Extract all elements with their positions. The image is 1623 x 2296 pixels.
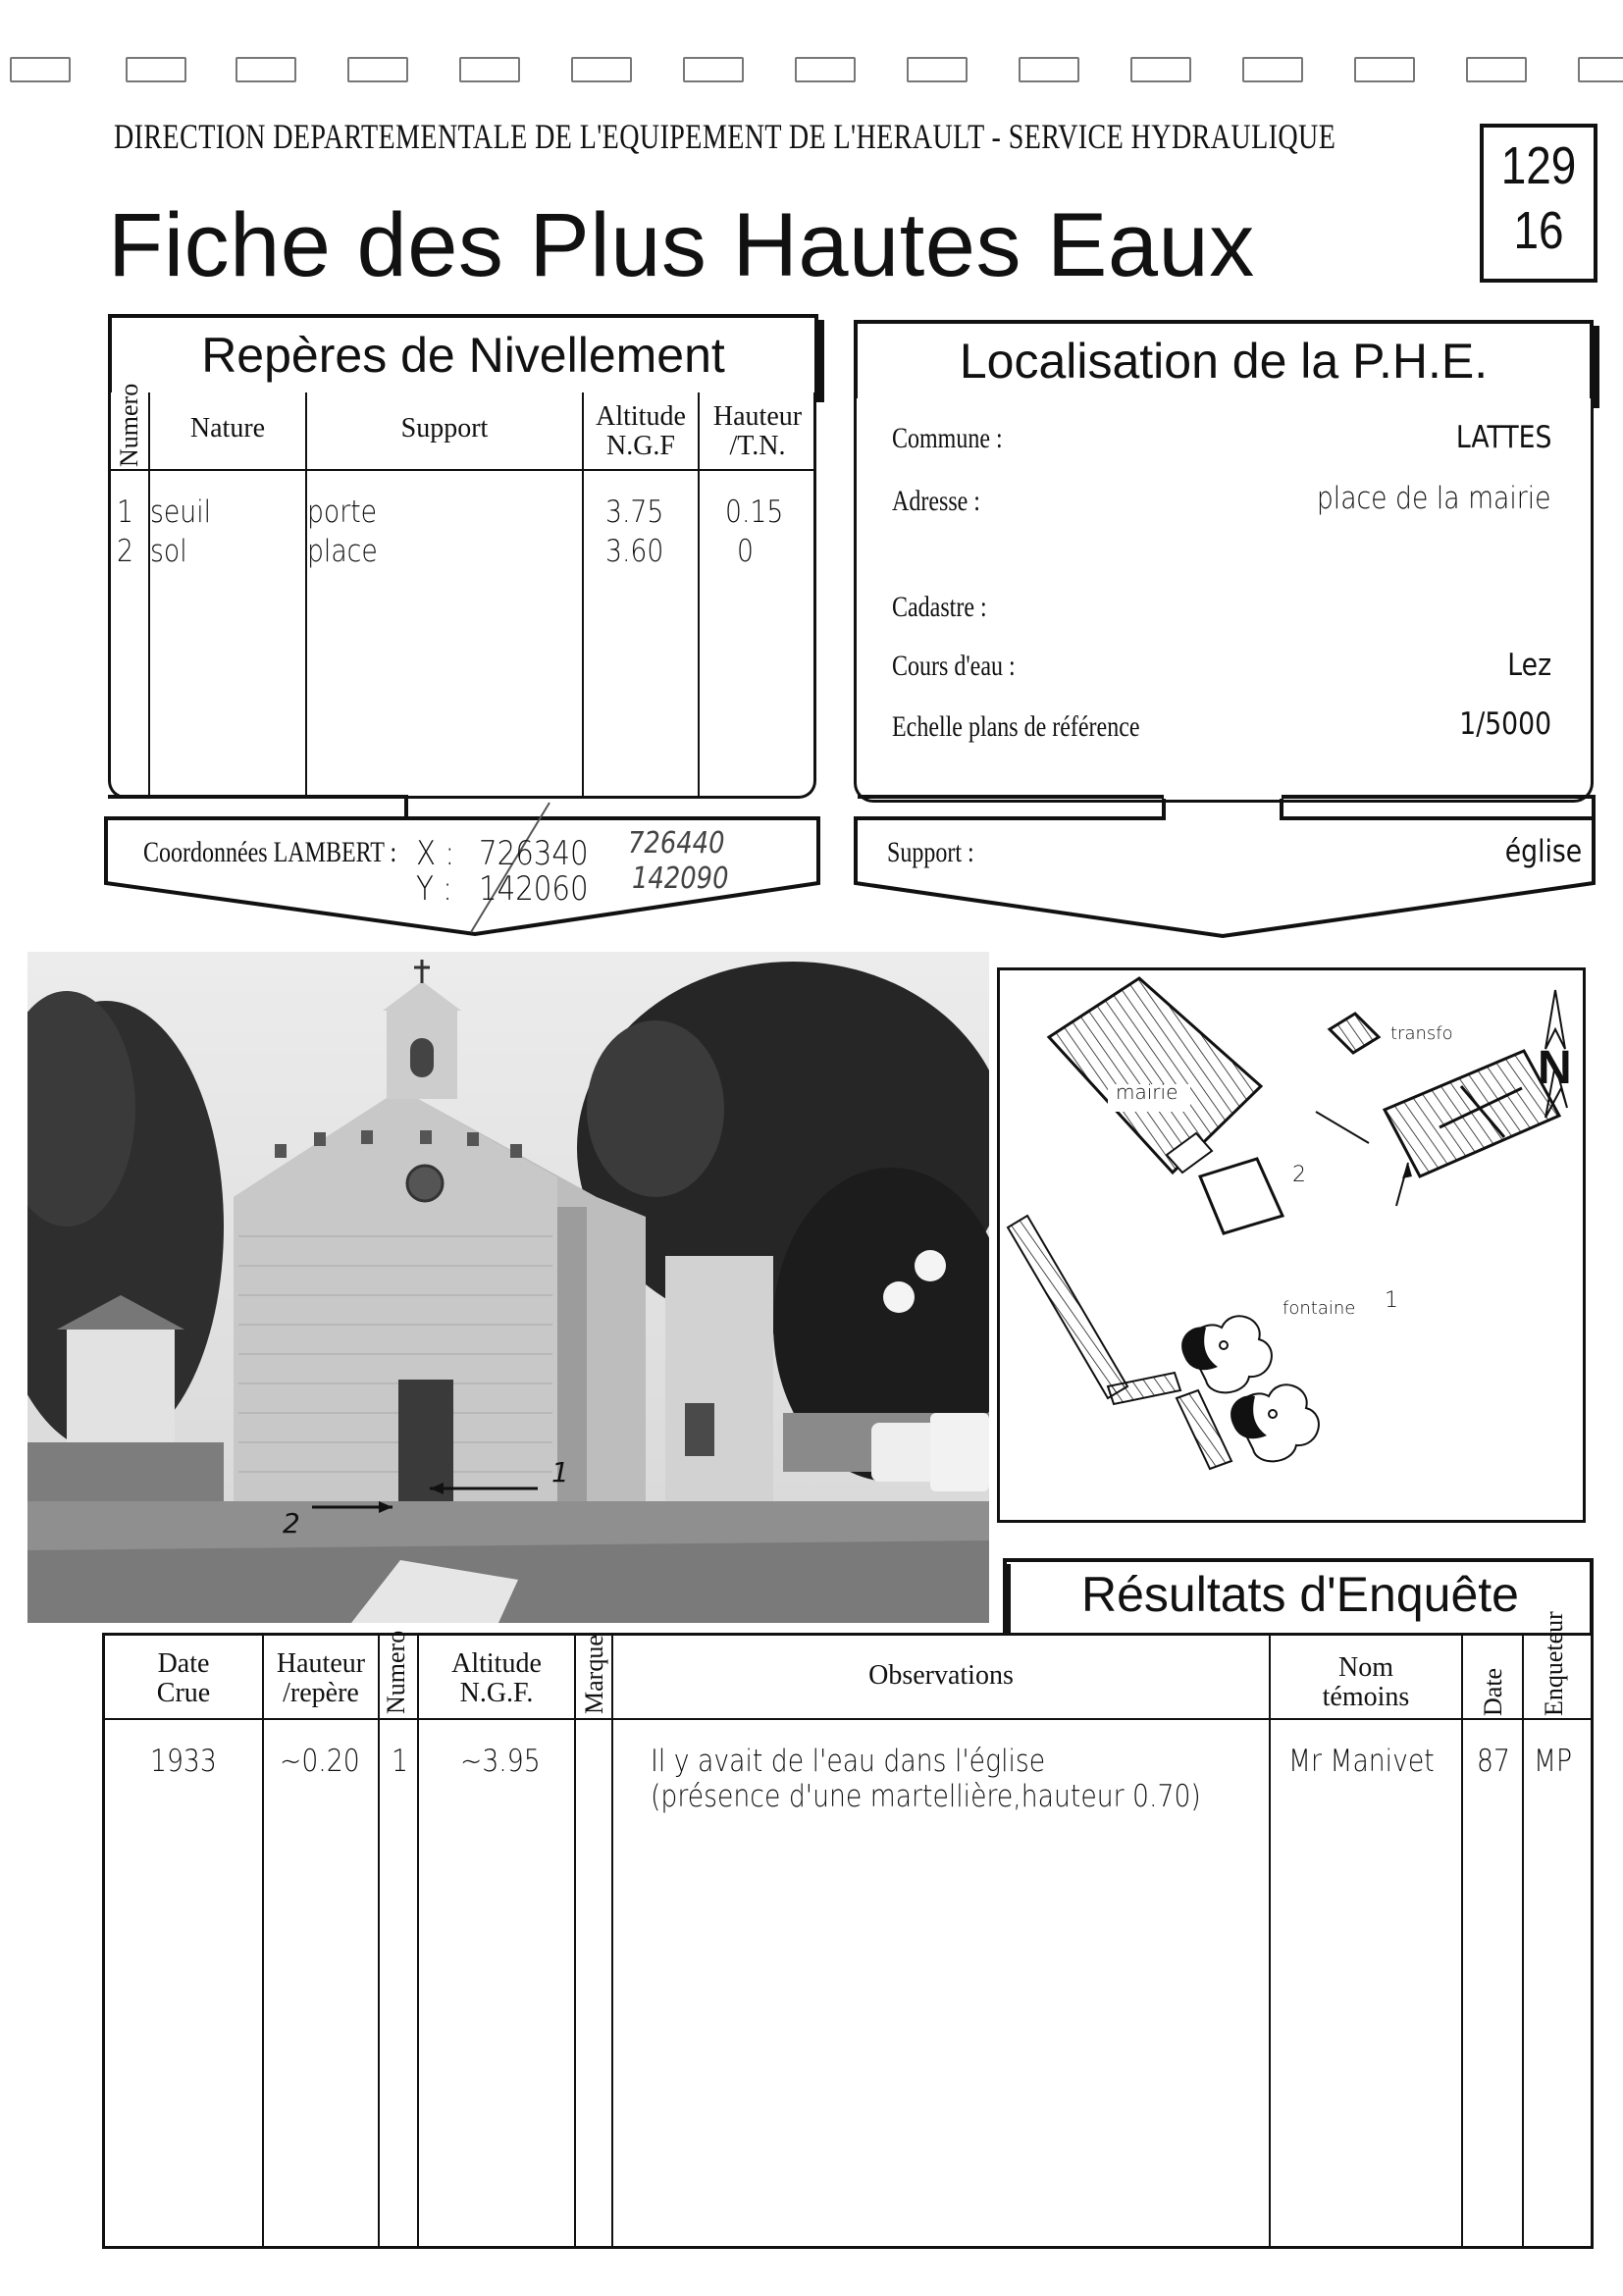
- reperes-header: Repères de Nivellement: [108, 314, 818, 396]
- echelle-value: 1/5000: [1459, 706, 1551, 742]
- support-value: église: [1504, 834, 1582, 869]
- binding-hole: [683, 57, 744, 82]
- col-hauteur-line2: /T.N.: [729, 431, 786, 461]
- repere-1-nature: seuil: [150, 495, 212, 530]
- plan-label-mairie: mairie: [1116, 1080, 1178, 1104]
- repere-1-numero: 1: [117, 495, 133, 530]
- result-1-hauteur: ~0.20: [280, 1744, 360, 1779]
- col-hauteur-repere-line2: /repère: [283, 1678, 359, 1708]
- col-numero: Numero: [115, 383, 143, 467]
- repere-2-altitude: 3.60: [605, 534, 664, 569]
- col-nom-temoins: [1271, 1653, 1461, 1712]
- repere-2-numero: 2: [117, 534, 133, 569]
- binding-hole: [459, 57, 520, 82]
- commune-value: LATTES: [1455, 420, 1551, 455]
- lambert-y-value: 142060: [479, 869, 589, 909]
- col-hauteur-line1: Hauteur: [712, 401, 803, 432]
- binding-hole: [1130, 57, 1191, 82]
- col-marque: Marque: [580, 1635, 608, 1714]
- photo-marker-1: 1: [551, 1456, 569, 1488]
- col-altitude-result: [419, 1649, 574, 1708]
- binding-hole: [1019, 57, 1079, 82]
- result-1-temoin: Mr Manivet: [1288, 1744, 1435, 1779]
- repere-1-support: porte: [307, 495, 378, 530]
- result-1-numero: 1: [392, 1744, 408, 1779]
- col-altitude-line2: N.G.F: [605, 431, 675, 461]
- church-photo-image: [27, 952, 989, 1623]
- echelle-label: Echelle plans de référence: [892, 710, 1140, 743]
- plan-marker-1: 1: [1385, 1288, 1398, 1313]
- col-date-enquete: Date: [1479, 1667, 1507, 1716]
- col-hauteur-repere: [264, 1649, 378, 1708]
- result-1-observation-line2: (présence d'une martellière,hauteur 0.70): [651, 1779, 1201, 1814]
- lambert-label: Coordonnées LAMBERT :: [143, 836, 397, 868]
- localisation-panel: [854, 398, 1594, 803]
- adresse-value: place de la mairie: [1317, 481, 1551, 516]
- fiche-id-top: 129: [1500, 136, 1577, 195]
- col-date-crue: [105, 1649, 262, 1708]
- lambert-y-label: Y :: [416, 869, 453, 909]
- repere-1-hauteur: 0.15: [725, 495, 784, 530]
- plan-label-fontaine: fontaine: [1283, 1298, 1356, 1319]
- adresse-label: Adresse :: [892, 485, 980, 517]
- lambert-x-corrected: 726440: [628, 826, 725, 861]
- repere-2-hauteur: 0: [737, 534, 754, 569]
- plan-marker-2: 2: [1292, 1163, 1306, 1187]
- fiche-id-box: [1480, 124, 1597, 283]
- photo-marker-2: 2: [283, 1507, 300, 1539]
- col-altitude-line1: Altitude: [596, 401, 686, 432]
- cours-eau-value: Lez: [1507, 648, 1551, 683]
- binding-hole: [347, 57, 408, 82]
- result-1-altitude: ~3.95: [460, 1744, 541, 1779]
- organisation-header: DIRECTION DEPARTEMENTALE DE L'EQUIPEMENT DE L'HERAULT - SERVICE HYDRAULIQUE: [114, 117, 1336, 156]
- repere-1-altitude: 3.75: [605, 495, 664, 530]
- binding-hole: [571, 57, 632, 82]
- binding-hole: [795, 57, 856, 82]
- location-plan: [997, 967, 1586, 1523]
- col-numero-result: Numero: [382, 1630, 410, 1714]
- lambert-x-label: X :: [416, 834, 455, 873]
- col-nature: Nature: [189, 413, 266, 444]
- binding-holes: [0, 57, 1623, 86]
- result-1-date: 87: [1477, 1744, 1510, 1779]
- binding-hole: [126, 57, 186, 82]
- plan-label-transfo: transfo: [1390, 1023, 1453, 1044]
- binding-hole: [1242, 57, 1303, 82]
- col-altitude-result-line1: Altitude: [451, 1648, 542, 1679]
- binding-hole: [907, 57, 968, 82]
- resultats-table: [102, 1611, 1594, 2249]
- col-enqueteur: Enqueteur: [1540, 1611, 1568, 1716]
- binding-hole: [1354, 57, 1415, 82]
- col-support: Support: [400, 413, 489, 444]
- result-1-observation-line1: Il y avait de l'eau dans l'église: [651, 1744, 1046, 1779]
- col-hauteur-repere-line1: Hauteur: [276, 1648, 366, 1679]
- resultats-header: Résultats d'Enquête: [1081, 1567, 1519, 1622]
- result-1-enqueteur: MP: [1534, 1744, 1573, 1779]
- lambert-x-value: 726340: [479, 834, 589, 873]
- location-plan-drawing: [1000, 970, 1583, 1520]
- cours-eau-label: Cours d'eau :: [892, 650, 1016, 682]
- cadastre-label: Cadastre :: [892, 591, 987, 623]
- result-1-date-crue: 1933: [150, 1744, 217, 1779]
- lambert-y-corrected: 142090: [632, 861, 729, 896]
- col-observations: Observations: [868, 1660, 1014, 1691]
- church-photo: [27, 952, 989, 1623]
- north-indicator: N: [1538, 1042, 1572, 1094]
- binding-hole: [1466, 57, 1527, 82]
- reperes-table: [108, 383, 816, 799]
- col-date-crue-line2: Crue: [156, 1678, 211, 1708]
- localisation-header: Localisation de la P.H.E.: [854, 320, 1594, 402]
- binding-hole: [236, 57, 296, 82]
- col-date-crue-line1: Date: [157, 1648, 210, 1679]
- fiche-id-bottom: 16: [1513, 201, 1564, 260]
- repere-2-nature: sol: [150, 534, 187, 569]
- col-nom-temoins-line2: témoins: [1322, 1682, 1410, 1712]
- binding-hole: [1578, 57, 1623, 82]
- repere-2-support: place: [307, 534, 378, 569]
- binding-hole: [10, 57, 71, 82]
- col-altitude: [584, 402, 698, 461]
- col-altitude-result-line2: N.G.F.: [459, 1678, 534, 1708]
- commune-label: Commune :: [892, 422, 1003, 454]
- col-hauteur: [700, 402, 815, 461]
- support-label: Support :: [887, 836, 974, 868]
- page-title: Fiche des Plus Hautes Eaux: [108, 195, 1255, 295]
- col-nom-temoins-line1: Nom: [1338, 1652, 1393, 1683]
